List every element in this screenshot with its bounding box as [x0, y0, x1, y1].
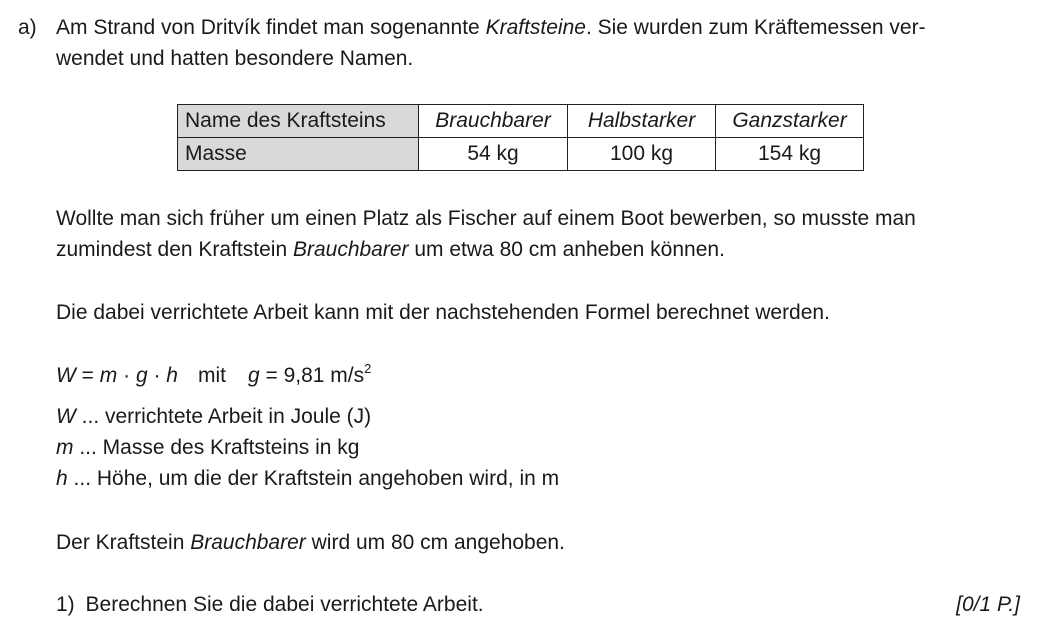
- table-header-label: Name des Kraftsteins: [178, 105, 419, 138]
- table-col-ganzstarker: Ganzstarker: [716, 105, 864, 138]
- paragraph-3: [56, 527, 565, 558]
- table-cell-mass-ganzstarker: 154 kg: [716, 138, 864, 171]
- legend-w-symbol: W: [56, 405, 76, 428]
- formula-dot-1: ·: [117, 364, 136, 387]
- formula-eq: =: [75, 364, 100, 387]
- table-row: [178, 105, 864, 138]
- paragraph-3-text-b: wird um 80 cm angehoben.: [305, 531, 565, 554]
- legend-m-text: ... Masse des Kraftsteins in kg: [73, 436, 360, 459]
- table-cell-mass-halbstarker: 100 kg: [568, 138, 716, 171]
- intro-text: [56, 12, 1016, 74]
- paragraph-1-line-1: Wollte man sich früher um einen Platz als Fischer auf einem Boot bewerben, so musste man: [56, 207, 916, 230]
- paragraph-1-line-2: [56, 234, 725, 265]
- formula-h: h: [166, 364, 178, 387]
- paragraph-1-term: Brauchbarer: [292, 238, 409, 261]
- legend-m: [56, 432, 359, 463]
- question-1: [56, 589, 484, 620]
- table-row-label: Masse: [178, 138, 419, 171]
- intro-term-kraftsteine: Kraftsteine: [485, 16, 586, 39]
- formula-g: g: [135, 364, 148, 387]
- formula-m: m: [99, 364, 118, 387]
- intro-text-part2: . Sie wurden zum Kräftemessen ver-: [585, 16, 926, 39]
- formula-mit: mit: [197, 364, 226, 387]
- question-text: Berechnen Sie die dabei verrichtete Arbeit.: [85, 593, 484, 616]
- formula-g-symbol: g: [247, 364, 260, 387]
- formula-exponent: 2: [364, 361, 372, 376]
- table-col-halbstarker: Halbstarker: [568, 105, 716, 138]
- formula-g-value: = 9,81 m/s: [259, 364, 365, 387]
- legend-w: [56, 401, 371, 432]
- paragraph-1-text-b: um etwa 80 cm anheben können.: [408, 238, 725, 261]
- question-points: [0/1 P.]: [956, 593, 1020, 616]
- formula-w: W: [56, 364, 76, 387]
- table-col-brauchbarer: Brauchbarer: [419, 105, 568, 138]
- formula-dot-2: ·: [147, 364, 167, 387]
- paragraph-3-text-a: Der Kraftstein: [56, 531, 191, 554]
- intro-text-line2: wendet und hatten besondere Namen.: [56, 47, 414, 70]
- legend-h-text: ... Höhe, um die der Kraftstein angehoben wird, in m: [67, 467, 560, 490]
- paragraph-2: Die dabei verrichtete Arbeit kann mit der nachstehenden Formel berechnet werden.: [56, 301, 830, 324]
- paragraph-3-term: Brauchbarer: [190, 531, 306, 554]
- intro-text-part1: Am Strand von Dritvík findet man sogenannte: [56, 16, 486, 39]
- legend-h-symbol: h: [56, 467, 68, 490]
- table-row: [178, 138, 864, 171]
- legend-w-text: ... verrichtete Arbeit in Joule (J): [75, 405, 372, 428]
- legend-m-symbol: m: [56, 436, 74, 459]
- kraftstein-table: [177, 104, 864, 171]
- table-cell-mass-brauchbarer: 54 kg: [419, 138, 568, 171]
- formula: [56, 360, 371, 393]
- legend-h: [56, 463, 559, 494]
- paragraph-1-text-a: zumindest den Kraftstein: [56, 238, 293, 261]
- question-number: 1): [56, 593, 75, 616]
- task-label: a): [18, 16, 37, 39]
